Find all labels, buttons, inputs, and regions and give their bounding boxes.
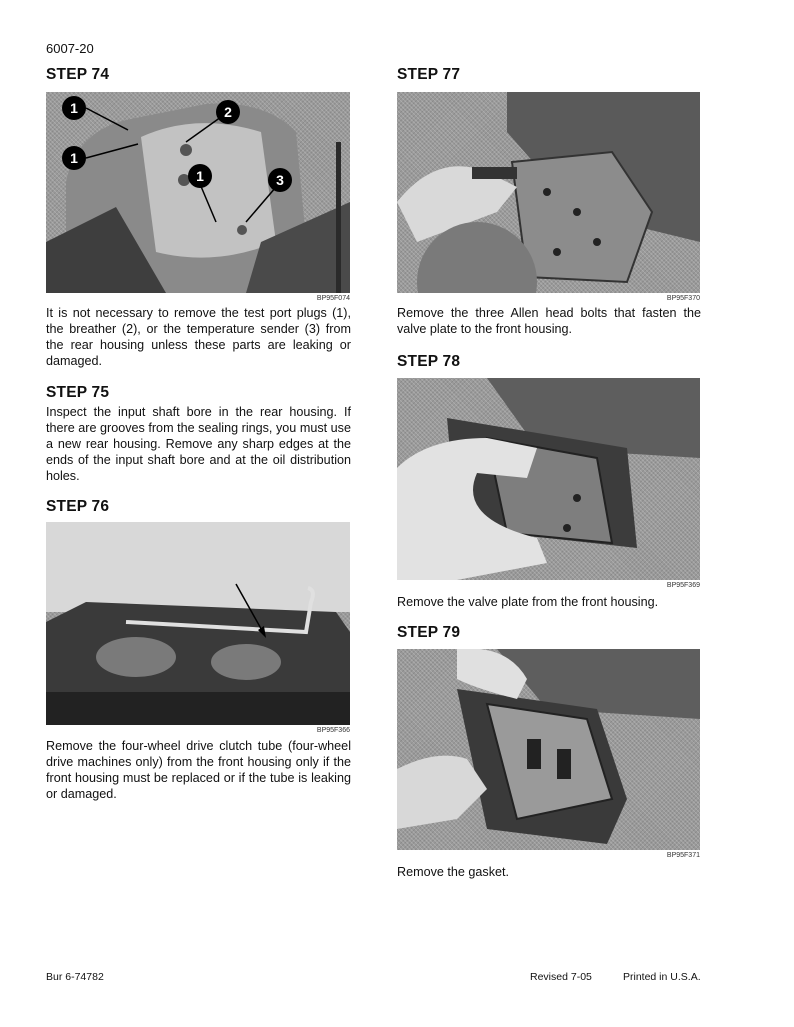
callout-1b: 1 [70, 150, 78, 166]
valve-plate-removal-illustration [397, 378, 700, 580]
step-79-text: Remove the gasket. [397, 865, 510, 879]
footer-printed: Printed in U.S.A. [623, 971, 701, 983]
step-78-photo [397, 378, 700, 580]
step-76-text: Remove the four-wheel drive clutch tube (four-wheel drive machines only) from the front housing only if the front housing must be replaced or if the tube is leaking or damaged. [46, 739, 351, 801]
step-76-photo [46, 522, 350, 725]
step-78-text: Remove the valve plate from the front housing. [397, 595, 659, 609]
step-75-text: Inspect the input shaft bore in the rear housing. If there are grooves from the sealing rings, you must use a new rear housing. Remove any sharp edges at the ends of the input shaft bore and at the oil distribution holes. [46, 405, 351, 483]
footer-doc-number: Bur 6-74782 [46, 971, 104, 983]
callout-2: 2 [224, 104, 232, 120]
figure-code-77: BP95F370 [666, 295, 700, 302]
page-number: 6007-20 [46, 41, 94, 56]
step-74-text: It is not necessary to remove the test port plugs (1), the breather (2), or the temperature sender (3) from the rear housing unless these parts are leaking or damaged. [46, 306, 351, 368]
step-74-photo [46, 92, 350, 293]
step-74-title: STEP 74 [46, 66, 110, 83]
valve-plate-bolts-illustration [397, 92, 700, 293]
callout-3: 3 [276, 172, 284, 188]
figure-code-74: BP95F074 [316, 295, 350, 302]
figure-code-79: BP95F371 [666, 852, 700, 859]
front-housing-illustration [46, 522, 350, 725]
step-77-text: Remove the three Allen head bolts that fasten the valve plate to the front housing. [397, 306, 701, 336]
figure-code-76: BP95F366 [316, 727, 350, 734]
step-78-title: STEP 78 [397, 353, 461, 370]
step-76-title: STEP 76 [46, 498, 110, 515]
callout-1c: 1 [196, 168, 204, 184]
rear-housing-illustration [46, 92, 350, 293]
step-75-title: STEP 75 [46, 384, 110, 401]
step-79-photo [397, 649, 700, 850]
footer-revised: Revised 7-05 [530, 971, 592, 983]
figure-code-78: BP95F369 [666, 582, 700, 589]
gasket-removal-illustration [397, 649, 700, 850]
step-77-photo [397, 92, 700, 293]
callout-1a: 1 [70, 100, 78, 116]
step-79-title: STEP 79 [397, 624, 461, 641]
step-77-title: STEP 77 [397, 66, 461, 83]
